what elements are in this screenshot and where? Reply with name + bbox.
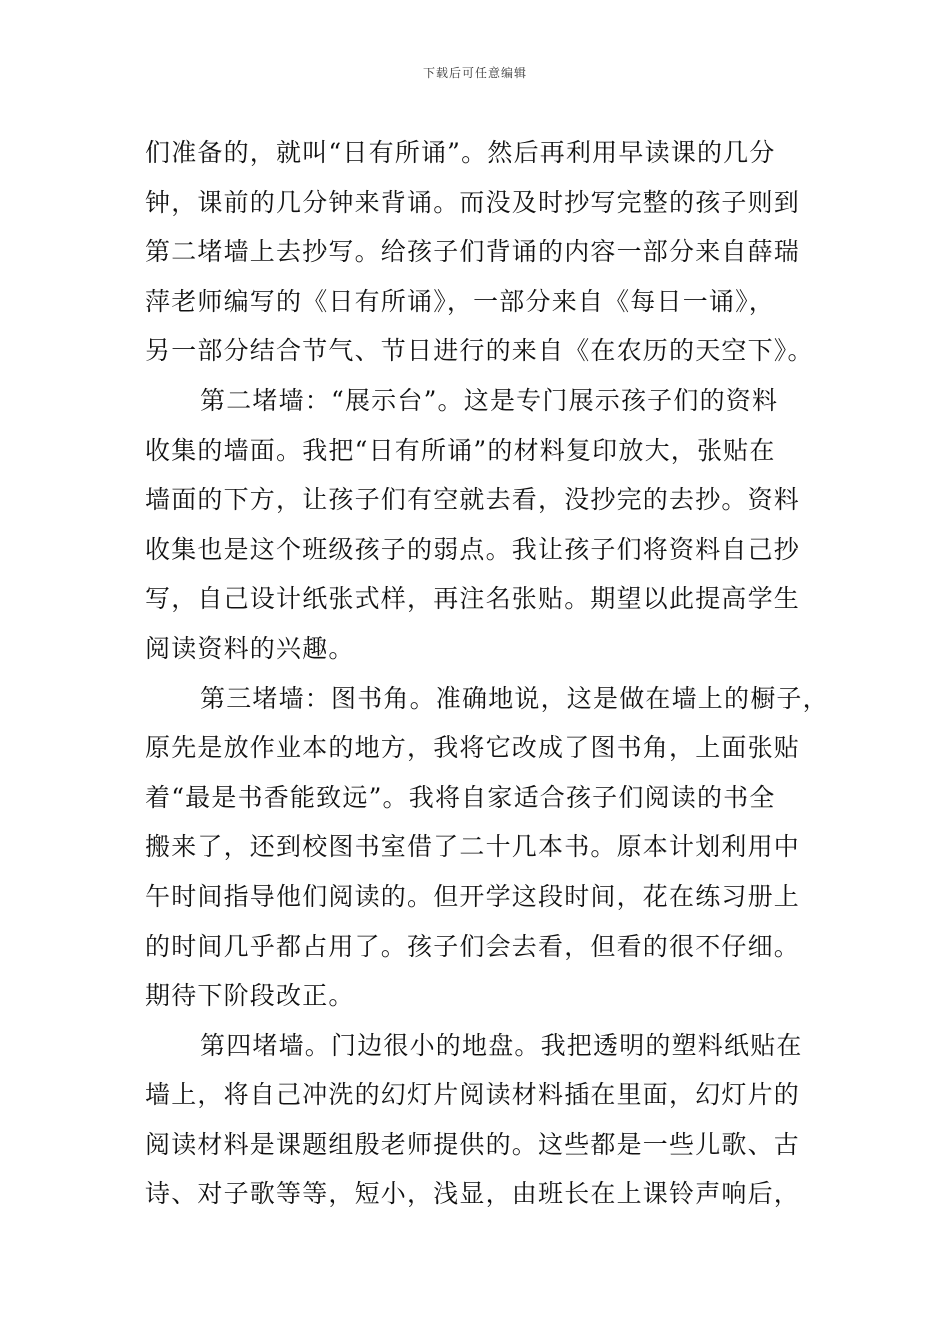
text-line: 们准备的，就叫“日有所诵”。然后再利用早读课的几分: [145, 138, 776, 167]
text-line: 收集也是这个班级孩子的弱点。我让孩子们将资料自己抄: [145, 534, 801, 564]
text-line: 期待下阶段改正。: [145, 981, 355, 1011]
text-line: 第二堵墙上去抄写。给孩子们背诵的内容一部分来自薛瑞: [145, 237, 801, 267]
document-body: [145, 128, 845, 1219]
text-line: 钟，课前的几分钟来背诵。而没及时抄写完整的孩子则到: [145, 187, 801, 217]
text-line: 搬来了，还到校图书室借了二十几本书。原本计划利用中: [145, 832, 801, 862]
text-line: 阅读材料是课题组殷老师提供的。这些都是一些儿歌、古: [145, 1129, 801, 1159]
text-line: 墙上，将自己冲洗的幻灯片阅读材料插在里面，幻灯片的: [145, 1080, 801, 1110]
text-line: 另一部分结合节气、节日进行的来自《在农历的天空下》。: [145, 336, 814, 366]
paragraph-start-line: 第三堵墙：图书角。准确地说，这是做在墙上的橱子，: [200, 683, 829, 713]
paragraph-start-line: 第二堵墙：“展示台”。这是专门展示孩子们的资料: [200, 385, 779, 415]
paragraph-start-line: 第四堵墙。门边很小的地盘。我把透明的塑料纸贴在: [200, 1030, 803, 1060]
text-line: 萍老师编写的《日有所诵》，一部分来自《每日一诵》，: [145, 286, 776, 316]
text-line: 诗、对子歌等等，短小，浅显，由班长在上课铃声响后，: [145, 1179, 801, 1209]
text-line: 午时间指导他们阅读的。但开学这段时间，花在练习册上: [145, 881, 801, 911]
text-line: 阅读资料的兴趣。: [145, 633, 355, 663]
text-line: 原先是放作业本的地方，我将它改成了图书角，上面张贴: [145, 733, 801, 763]
text-line: 墙面的下方，让孩子们有空就去看，没抄完的去抄。资料: [145, 485, 801, 515]
text-line: 收集的墙面。我把“日有所诵”的材料复印放大，张贴在: [145, 435, 776, 465]
page-header: 下载后可任意编辑: [422, 66, 527, 80]
text-line: 着“最是书香能致远”。我将自家适合孩子们阅读的书全: [145, 782, 776, 812]
text-line: 的时间几乎都占用了。孩子们会去看，但看的很不仔细。: [145, 931, 801, 961]
text-line: 写，自己设计纸张式样，再注名张贴。期望以此提高学生: [145, 584, 801, 614]
